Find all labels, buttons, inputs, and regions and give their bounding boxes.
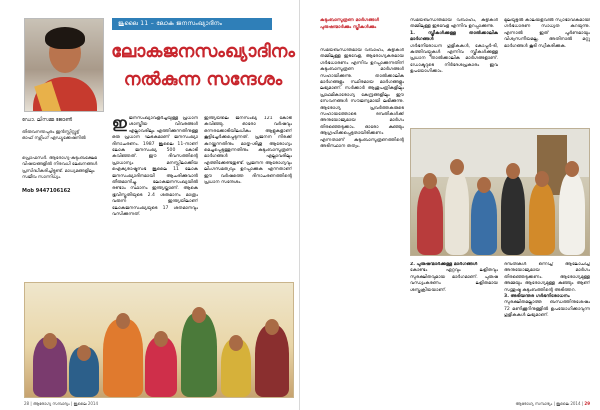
photo-person-head [77, 345, 91, 361]
photo-person-head [229, 335, 243, 351]
right-subhead: കുടുംബാസൂത്രണ മാർഗങ്ങൾ പുരുഷന്മാർക്കും സ്ത്രീകൾക്കും [320, 18, 380, 30]
right-footer-text: ആരോഗ്യ സമ്പാദ്യം | ജൂലൈ 2014 | [515, 401, 584, 406]
portrait-hair [45, 27, 85, 49]
right-column-4 [504, 262, 590, 390]
article-title [112, 34, 294, 98]
right-column-4-text-2: സുരക്ഷിതമല്ലാത്ത ബന്ധത്തിനുശേഷം 72 മണിക്കൂറിനുള്ളിൽ ഉപയോഗിക്കാവുന്ന ഗുളികകൾ ലഭ്യമാണ്. [504, 300, 590, 319]
author-bio: തിരുവനന്തപുരം ഇൻസ്റ്റിറ്റ്യൂട്ട് ഓഫ് നഴ്സിംഗ് എഡ്യൂക്കേഷനിൽ [22, 130, 86, 142]
subsection-heading-1: 1. സ്ത്രീകൾക്കുള്ള താൽക്കാലിക മാർഗങ്ങൾ [410, 30, 498, 43]
right-page-footer [516, 401, 591, 406]
photo-person-head [565, 161, 579, 177]
title-line-2: നൽകുന്ന സന്ദേശം [123, 69, 283, 90]
group-photo [24, 282, 294, 398]
article-column-1-text: ജനസംഖ്യാവളർച്ചയുള്ള പ്രധാന ശാസ്ത്രീയ വിവരങ്ങൾ എല്ലാവരിലും എത്തിക്കുന്നതിനുള്ള ഒരു പ്രധാന ഘടകമാണ് ജനസംഖ്യാ ദിനാചരണം. 1987 ജൂലൈ 11-നാണ് ലോക ജനസംഖ്യ 500 കോടി കവിഞ്ഞത്. ഈ ദിവസത്തിന്റെ പ്രാധാന്യം മനസ്സിലാക്കിയ ഐക്യരാഷ്ട്രസഭ ജൂലൈ 11 ലോക ജനസംഖ്യാദിനമായി ആചരിക്കുവാൻ തീരുമാനിച്ചു. ലോകജനസംഖ്യയിൽ രണ്ടാം സ്ഥാനം ഇന്ത്യയ്ക്കാണ്. ആകെ ഭൂവിസ്തൃതിയുടെ 2.4 ശതമാനം മാത്രം വരുന്ന ഇന്ത്യയിലാണ് ലോകജനസംഖ്യയുടെ 17 ശതമാനവും വസിക്കുന്നത്. [112, 116, 198, 218]
family-photo [410, 128, 590, 256]
right-column-2-continued [410, 262, 498, 390]
photo-person [181, 313, 217, 397]
photo-person [255, 325, 289, 397]
title-line-1: ലോകജനസംഖ്യാദിനം [111, 41, 295, 62]
author-portrait [24, 18, 104, 112]
photo-person-head [477, 177, 491, 193]
photo-person-head [506, 163, 520, 179]
photo-person-head [43, 333, 57, 349]
article-column-1 [112, 116, 198, 276]
subsection-heading-2: 2. പുരുഷന്മാർക്കുള്ള മാർഗങ്ങൾ [410, 262, 478, 267]
subsection-heading-3: 3. അടിയന്തര ഗർഭനിരോധനം [504, 294, 570, 300]
page-number: 29 [584, 401, 590, 406]
right-column-1: സമയബന്ധിതമായ വിവാഹം, കുട്ടികൾ തമ്മിലുള്ള ഇടവേള, ആരോഗ്യകരമായ ഗർഭധാരണം എന്നിവ ഉറപ്പാക്കുന്നതിന് കുടുംബാസൂത്രണ മാർഗങ്ങൾ സഹായിക്കുന്നു. താൽക്കാലിക മാർഗങ്ങളും സ്ഥിരമായ മാർഗങ്ങളും ലഭ്യമാണ്. സർക്കാർ ആശുപത്രികളിലും പ്രാഥമികാരോഗ്യ കേന്ദ്രങ്ങളിലും ഈ സേവനങ്ങൾ സൗജന്യമായി ലഭിക്കുന്നു. ആരോഗ്യ പ്രവർത്തകരുടെ സഹായത്തോടെ ദമ്പതികൾക്ക് അനുയോജ്യമായ മാർഗം തിരഞ്ഞെടുക്കാം. ഓരോ കുഞ്ഞും ആഗ്രഹിക്കപ്പെട്ടതായിരിക്കണം എന്നതാണ് കുടുംബാസൂത്രണത്തിന്റെ അടിസ്ഥാന തത്വം. [320, 48, 404, 150]
right-column-2-intro: സമയബന്ധിതമായ വിവാഹം, കുട്ടികൾ തമ്മിലുള്ള ഇടവേള എന്നിവ ഉറപ്പാക്കുന്നു. [410, 18, 498, 30]
left-page-footer: 28 | ആരോഗ്യ സമ്പാദ്യം | ജൂലൈ 2014 [24, 401, 99, 406]
photo-person-head [192, 307, 206, 323]
author-mobile: Mob 9447106162 [22, 188, 71, 194]
right-column-2-text-2: കോണ്ടം ഏറ്റവും ലളിതവും സുരക്ഷിതവുമായ മാർഗമാണ്. പുരുഷ വന്ധ്യംകരണം ലളിതമായ ശസ്ത്രക്രിയയാണ്. [410, 268, 498, 293]
photo-person-head [450, 159, 464, 175]
photo-person [471, 189, 497, 255]
author-bio-continued: പ്രൊഫസർ. ആരോഗ്യ-കുടുംബക്ഷേമ വിഷയങ്ങളിൽ നിരവധി ലേഖനങ്ങൾ പ്രസിദ്ധീകരിച്ചിട്ടുണ്ട്. മാധ്യമങ്ങളിലും സജീവ സാന്നിധ്യം. [22, 156, 98, 180]
photo-person-head [116, 313, 130, 329]
drop-cap: ഇ [112, 116, 127, 132]
article-column-2: ഇന്ത്യയിലെ ജനസംഖ്യ 121 കോടി കവിഞ്ഞു. ഓരോ വർഷവും ഒന്നരക്കോടിയിലധികം ആളുകളാണ് കൂട്ടിച്ചേർക്കപ്പെടുന്നത്. പ്രജനന നിരക്ക് കുറയ്ക്കുന്നതിനും മാതൃ-ശിശു ആരോഗ്യം മെച്ചപ്പെടുത്തുന്നതിനും കുടുംബാസൂത്രണ മാർഗങ്ങൾ എല്ലാവരിലും എത്തിക്കേണ്ടതുണ്ട്. പ്രജനന ആരോഗ്യവും ലിംഗസമത്വവും ഉറപ്പാക്കുക എന്നതാണ് ഈ വർഷത്തെ ദിനാചരണത്തിന്റെ പ്രധാന സന്ദേശം. [204, 116, 292, 186]
photo-person [529, 183, 555, 255]
right-page [300, 0, 600, 410]
section-banner: ജൂലൈ 11 – ലോക ജനസംഖ്യാദിനം [112, 18, 272, 30]
right-column-3: മുലയൂട്ടൽ കാലയളവിൽ സ്വാഭാവികമായി ഗർഭധാരണ സാധ്യത കുറയുന്നു. എന്നാൽ ഇത് പൂർണമായും വിശ്വസനീയമല്ല. അതിനാൽ മറ്റു മാർഗങ്ങൾ കൂടി സ്വീകരിക്കുക. [504, 18, 590, 49]
photo-person [445, 171, 469, 255]
photo-person [501, 175, 525, 255]
photo-person-head [535, 171, 549, 187]
photo-person [417, 185, 443, 255]
photo-person-head [265, 319, 279, 335]
photo-person [559, 173, 585, 255]
photo-person-head [154, 331, 168, 347]
author-name: ഡോ. ലിസമ്മ ജോൺ [22, 117, 73, 123]
photo-person-head [423, 173, 437, 189]
right-column-2-text: ഗർഭനിരോധന ഗുളികകൾ, കോപ്പർ-ടി, കുത്തിവയ്പ്പുകൾ എന്നിവ സ്ത്രീകൾക്കുള്ള പ്രധാന താൽക്കാലിക മാർഗങ്ങളാണ്. ഡോക്ടറുടെ നിർദേശപ്രകാരം ഇവ ഉപയോഗിക്കാം. [410, 43, 498, 75]
right-column-4-text: ദമ്പതികൾ ഒന്നിച്ച് ആലോചിച്ച് അനുയോജ്യമായ മാർഗം തിരഞ്ഞെടുക്കണം. ആരോഗ്യമുള്ള അമ്മയും ആരോഗ്യമുള്ള കുഞ്ഞും ആണ് സന്തുഷ്ട കുടുംബത്തിന്റെ അടിത്തറ. [504, 262, 590, 293]
photo-person [103, 319, 143, 397]
